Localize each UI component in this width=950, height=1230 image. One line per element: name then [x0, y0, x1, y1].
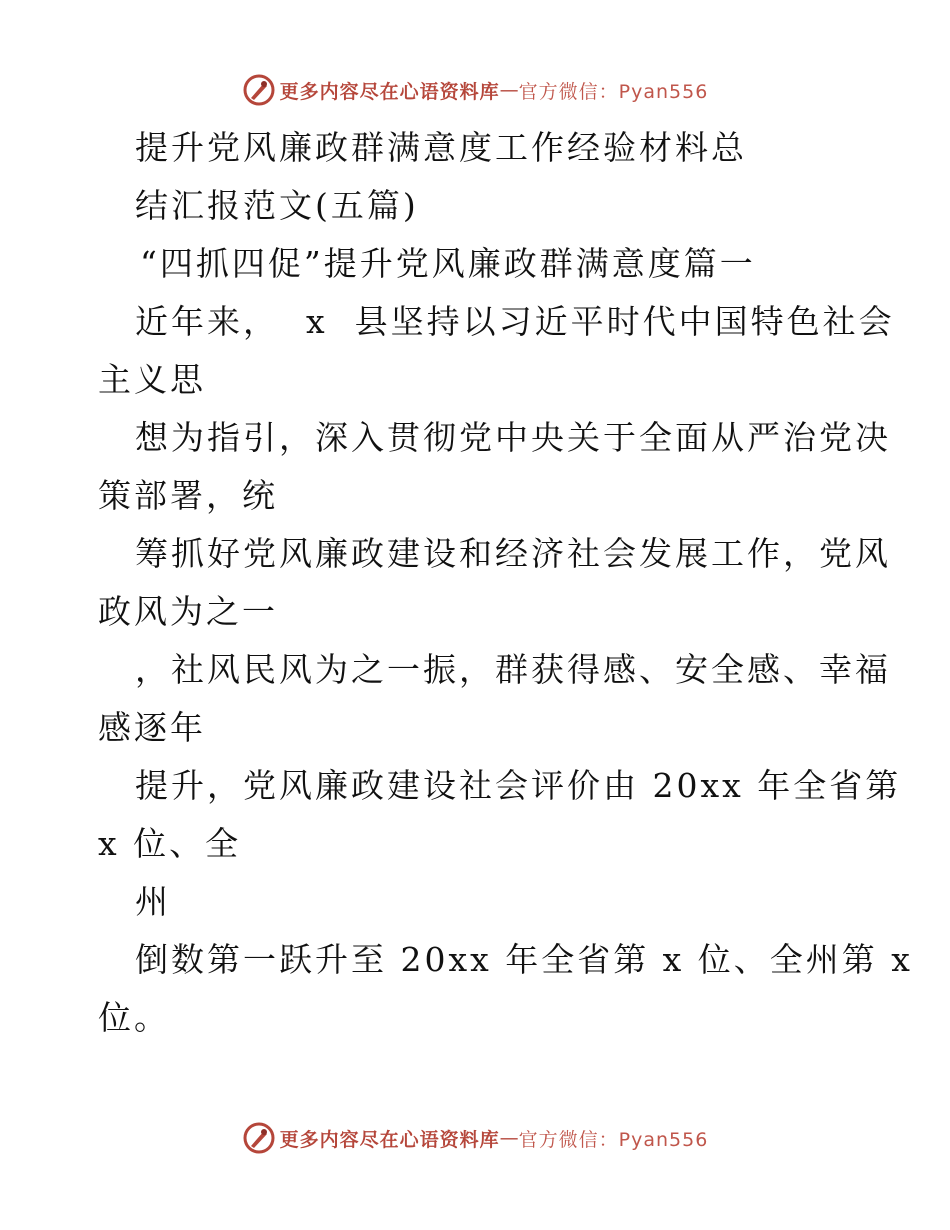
paragraph-line: 州: [135, 882, 171, 921]
paragraph-line: 位。: [98, 998, 170, 1037]
quill-logo-icon: [242, 1121, 276, 1155]
watermark-main-text: 更多内容尽在心语资料库: [279, 1128, 500, 1151]
watermark-sub-text: 官方微信：Pyan556: [518, 80, 709, 103]
paragraph-line: 感逐年: [98, 708, 206, 747]
paragraph-line: 提升，党风廉政建设社会评价由 20xx 年全省第: [135, 766, 902, 805]
quill-logo-icon: [242, 73, 276, 107]
section-heading: “四抓四促”提升党风廉政群满意度篇一: [140, 244, 756, 283]
paragraph-line: ，社风民风为之一振，群获得感、安全感、幸福: [135, 650, 891, 689]
paragraph-line: 策部署，统: [98, 476, 278, 515]
watermark-dash: —: [499, 79, 519, 101]
paragraph-line: 倒数第一跃升至 20xx 年全省第 x 位、全州第 x: [135, 940, 913, 979]
watermark-main-text: 更多内容尽在心语资料库: [279, 80, 500, 103]
document-title-line-2: 结汇报范文(五篇): [135, 186, 419, 225]
paragraph-line: 筹抓好党风廉政建设和经济社会发展工作，党风: [135, 534, 891, 573]
watermark-dash: —: [499, 1127, 519, 1149]
paragraph-line: 政风为之一: [98, 592, 278, 631]
paragraph-line: 想为指引，深入贯彻党中央关于全面从严治党决: [135, 418, 891, 457]
paragraph-line: 主义思: [98, 360, 206, 399]
watermark-footer: [0, 1118, 950, 1158]
paragraph-line: x 位、全: [98, 824, 242, 863]
paragraph-line: 近年来， x 县坚持以习近平时代中国特色社会: [135, 302, 895, 341]
watermark-sub-text: 官方微信：Pyan556: [518, 1128, 709, 1151]
document-title-line-1: 提升党风廉政群满意度工作经验材料总: [135, 128, 747, 167]
watermark-header: [0, 70, 950, 110]
